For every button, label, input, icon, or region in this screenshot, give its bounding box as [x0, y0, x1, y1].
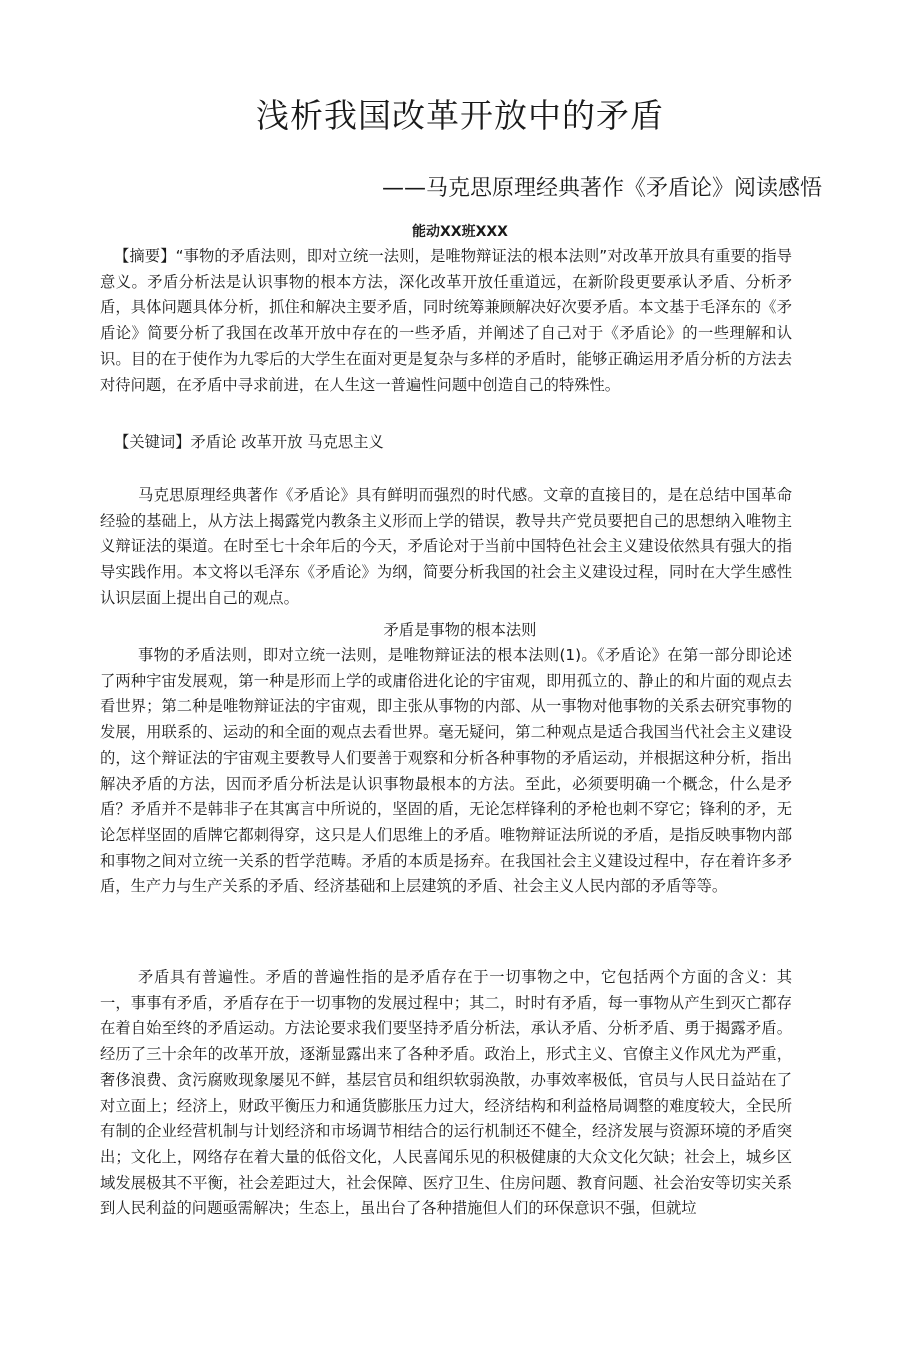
intro-paragraph: 马克思原理经典著作《矛盾论》具有鲜明而强烈的时代感。文章的直接目的，是在总结中国革命经验的基础上，从方法上揭露党内教条主义形而上学的错误，教导共产党员要把自己的思想纳入唯物主义辩证法的渠道。在时至七十余年后的今天，矛盾论对于当前中国特色社会主义建设依然具有强大的指导实践作用。本文将以毛泽东《矛盾论》为纲，简要分析我国的社会主义建设过程，同时在大学生感性认识层面上提出自己的观点。 [100, 486, 792, 607]
document-title: 浅析我国改革开放中的矛盾 [256, 96, 664, 135]
abstract-paragraph [100, 244, 792, 398]
document-subtitle: ——马克思原理经典著作《矛盾论》阅读感悟 [381, 176, 822, 201]
author-line: 能动XX班XXX [412, 224, 508, 240]
abstract-label: 【摘要】 [114, 247, 176, 265]
keywords-text: 矛盾论 改革开放 马克思主义 [190, 433, 384, 451]
section-heading: 矛盾是事物的根本法则 [383, 621, 537, 639]
keywords-label: 【关键词】 [114, 433, 191, 451]
body-paragraph-1: 事物的矛盾法则，即对立统一法则，是唯物辩证法的根本法则(1)。《矛盾论》在第一部分即论述了两种宇宙发展观，第一种是形而上学的或庸俗进化论的宇宙观，即用孤立的、静止的和片面的观点去看世界；第二种是唯物辩证法的宇宙观，即主张从事物的内部、从一事物对他事物的关系去研究事物的发展，用联系的、运动的和全面的观点去看世界。毫无疑问，第二种观点是适合我国当代社会主义建设的，这个辩证法的宇宙观主要教导人们要善于观察和分析各种事物的矛盾运动，并根据这种分析，指出解决矛盾的方法，因而矛盾分析法是认识事物最根本的方法。至此，必须要明确一个概念，什么是矛盾？矛盾并不是韩非子在其寓言中所说的，坚固的盾，无论怎样锋利的矛枪也刺不穿它；锋利的矛，无论怎样坚固的盾牌它都刺得穿，这只是人们思维上的矛盾。唯物辩证法所说的矛盾，是指反映事物内部和事物之间对立统一关系的哲学范畴。矛盾的本质是扬弃。在我国社会主义建设过程中，存在着许多矛盾，生产力与生产关系的矛盾、经济基础和上层建筑的矛盾、社会主义人民内部的矛盾等等。 [100, 646, 792, 896]
keywords-line [114, 430, 806, 456]
body-paragraph-2: 矛盾具有普遍性。矛盾的普遍性指的是矛盾存在于一切事物之中，它包括两个方面的含义：其一，事事有矛盾，矛盾存在于一切事物的发展过程中；其二，时时有矛盾，每一事物从产生到灭亡都存在着自始至终的矛盾运动。方法论要求我们要坚持矛盾分析法，承认矛盾、分析矛盾、勇于揭露矛盾。经历了三十余年的改革开放，逐渐显露出来了各种矛盾。政治上，形式主义、官僚主义作风尤为严重，奢侈浪费、贪污腐败现象屡见不鲜，基层官员和组织软弱涣散，办事效率极低，官员与人民日益站在了对立面上；经济上，财政平衡压力和通货膨胀压力过大，经济结构和利益格局调整的难度较大，全民所有制的企业经营机制与计划经济和市场调节相结合的运行机制还不健全，经济发展与资源环境的矛盾突出；文化上，网络存在着大量的低俗文化，人民喜闻乐见的积极健康的大众文化欠缺；社会上，城乡区域发展极其不平衡，社会差距过大，社会保障、医疗卫生、住房问题、教育问题、社会治安等切实关系到人民利益的问题亟需解决；生态上，虽出台了各种措施但人们的环保意识不强，但就垃 [100, 968, 792, 1218]
abstract-text: “事物的矛盾法则，即对立统一法则，是唯物辩证法的根本法则”对改革开放具有重要的指导意义。矛盾分析法是认识事物的根本方法，深化改革开放任重道远，在新阶段更要承认矛盾、分析矛盾，具体问题具体分析，抓住和解决主要矛盾，同时统筹兼顾解决好次要矛盾。本文基于毛泽东的《矛盾论》简要分析了我国在改革开放中存在的一些矛盾，并阐述了自己对于《矛盾论》的一些理解和认识。目的在于使作为九零后的大学生在面对更是复杂与多样的矛盾时，能够正确运用矛盾分析的方法去对待问题，在矛盾中寻求前进，在人生这一普遍性问题中创造自己的特殊性。 [100, 247, 792, 394]
